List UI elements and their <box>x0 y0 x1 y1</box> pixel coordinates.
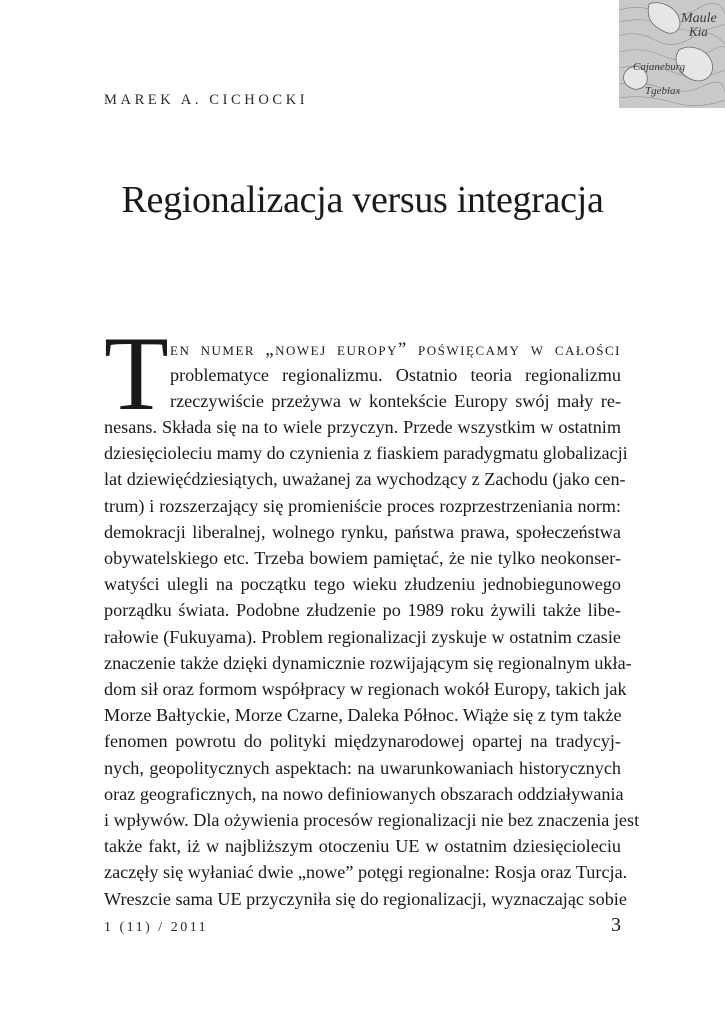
article-title: Regionalizacja versus integracja <box>121 179 604 221</box>
map-illustration <box>619 0 725 108</box>
body-line: Morze Bałtyckie, Morze Czarne, Daleka Północ. Wiąże się z tym także <box>104 705 622 726</box>
drop-cap: T <box>104 315 169 432</box>
body-line: trum) i rozszerzający się promieniście proces rozprzestrzeniania norm: <box>104 495 621 516</box>
body-line: rzeczywiście przeżywa w kontekście Europy swój mały re- <box>170 391 621 411</box>
map-label-cajaneburg: Cajaneburg <box>633 61 686 73</box>
body-line: nych, geopolitycznych aspektach: na uwarunkowaniach historycznych <box>104 757 621 778</box>
body-line: nesans. Składa się na to wiele przyczyn. Przede wszystkim w ostatnim <box>104 417 621 437</box>
body-line: oraz geograficznych, na nowo definiowanych obszarach oddziaływania <box>104 783 624 804</box>
body-line: dom sił oraz formom współpracy w regionach wokół Europy, takich jak <box>104 679 627 700</box>
body-line: znaczenie także dzięki dynamicznie rozwijającym się regionalnym ukła- <box>104 652 632 673</box>
map-label-maule: Maule <box>681 11 717 26</box>
article-body <box>104 414 640 912</box>
body-line: problematyce regionalizmu. Ostatnio teoria regionalizmu <box>170 365 621 385</box>
map-label-kia: Kia <box>689 24 708 39</box>
body-line: Wreszcie sama UE przyczyniła się do regionalizacji, wyznaczając sobie <box>104 888 627 909</box>
body-line: także fakt, iż w najbliższym otoczeniu UE w ostatnim dziesięcioleciu <box>104 836 621 857</box>
author-name: MAREK A. CICHOCKI <box>104 92 309 108</box>
body-line: porządku świata. Podobne złudzenie po 1989 roku żywili także libe- <box>104 600 621 621</box>
body-line: fenomen powrotu do polityki międzynarodowej opartej na tradycyj- <box>104 731 621 752</box>
lead-line <box>170 336 621 363</box>
map-engraving-graphic <box>619 0 725 108</box>
body-line: rałowie (Fukuyama). Problem regionalizacji zyskuje w ostatnim czasie <box>104 626 621 647</box>
body-line: watyści ulegli na początku tego wieku złudzeniu jednobiegunowego <box>104 574 621 595</box>
body-line: obywatelskiego etc. Trzeba bowiem pamiętać, że nie tylko neokonser- <box>104 548 621 569</box>
map-label-tgeblax: Tgeblax <box>645 85 681 97</box>
body-line: dziesięcioleciu mamy do czynienia z fiaskiem paradygmatu globalizacji <box>104 443 628 464</box>
page-number: 3 <box>611 914 621 936</box>
body-line: lat dziewięćdziesiątych, uważanej za wychodzący z Zachodu (jako cen- <box>104 469 626 490</box>
body-line: zaczęły się wyłaniać dwie „nowe” potęgi regionalne: Rosja oraz Turcja. <box>104 862 628 883</box>
issue-number: 1 (11) / 2011 <box>104 920 209 935</box>
body-line: i wpływów. Dla ożywienia procesów regionalizacji nie bez znaczenia jest <box>104 810 640 831</box>
body-line: demokracji liberalnej, wolnego rynku, państwa prawa, społeczeństwa <box>104 521 621 542</box>
lead-smallcaps: en numer „nowej europy” poświęcamy w całości <box>170 340 621 360</box>
